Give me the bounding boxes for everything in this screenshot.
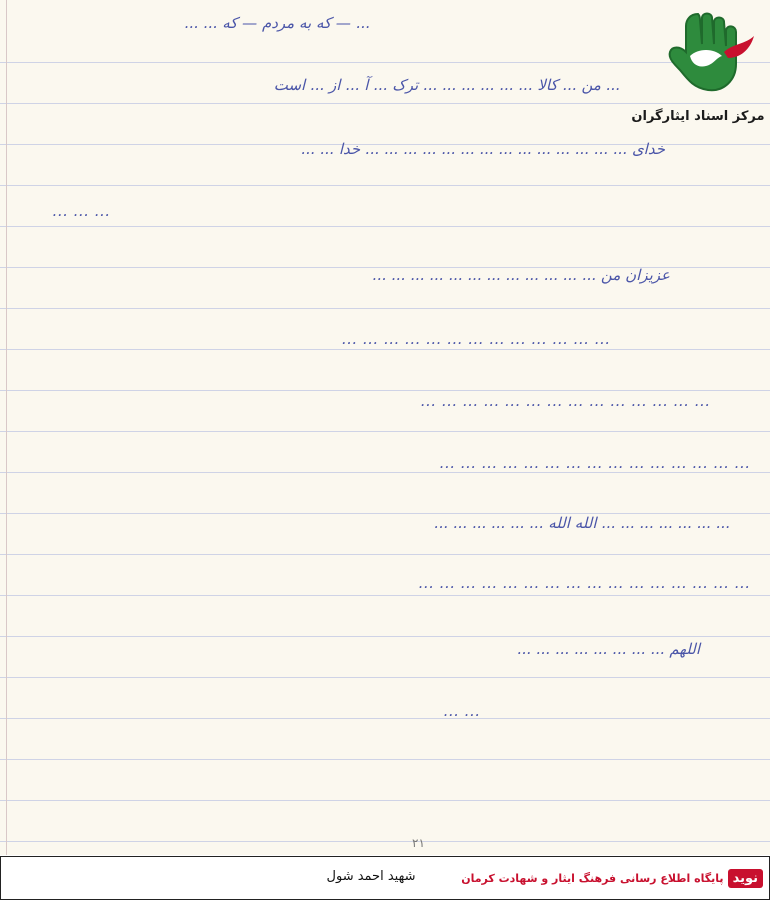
archive-logo	[628, 6, 768, 124]
handwritten-line: ... ... ... ... ... ... ... ... ... ... ... ... ...	[341, 330, 610, 348]
brand-text: پایگاه اطلاع رسانی فرهنگ ایثار و شهادت کرمان	[461, 871, 724, 885]
brand-logo: نوید	[728, 869, 763, 888]
handwritten-line: خدای ... ... ... ... ... ... ... ... ... ... ... ... ... ... خدا ... ...	[300, 140, 665, 158]
logo-caption: مرکز اسناد ایثارگران	[631, 109, 765, 124]
handwritten-line: ... ... ... ... ... ... ... الله الله ... ... ... ... ... ...	[433, 514, 730, 532]
hand-dove-icon	[628, 6, 768, 106]
source-brand	[461, 865, 763, 891]
handwritten-line: عزیزان من ... ... ... ... ... ... ... ... ... ... ... ...	[372, 266, 670, 284]
handwritten-line: ... — که به مردم — که ... ...	[184, 14, 370, 32]
handwritten-line: ... ... ... ... ... ... ... ... ... ... ... ... ... ... ... ...	[418, 574, 750, 592]
signature: ... ...	[443, 702, 480, 720]
handwritten-line: اللهم ... ... ... ... ... ... ... ...	[516, 640, 700, 658]
martyr-name: شهید احمد شول	[326, 869, 416, 884]
handwritten-line: ... ... ... ... ... ... ... ... ... ... ... ... ... ... ...	[439, 454, 750, 472]
handwritten-line: ... ... ...	[52, 202, 110, 220]
handwritten-line: ... من ... کالا ... ... ... ... ... ... ترک ... آ ... از ... است	[273, 76, 620, 94]
caption-bar	[0, 856, 770, 900]
margin-line	[6, 0, 7, 855]
handwritten-line: ... ... ... ... ... ... ... ... ... ... ... ... ... ...	[420, 392, 710, 410]
page-number: ۲۱	[412, 836, 425, 850]
